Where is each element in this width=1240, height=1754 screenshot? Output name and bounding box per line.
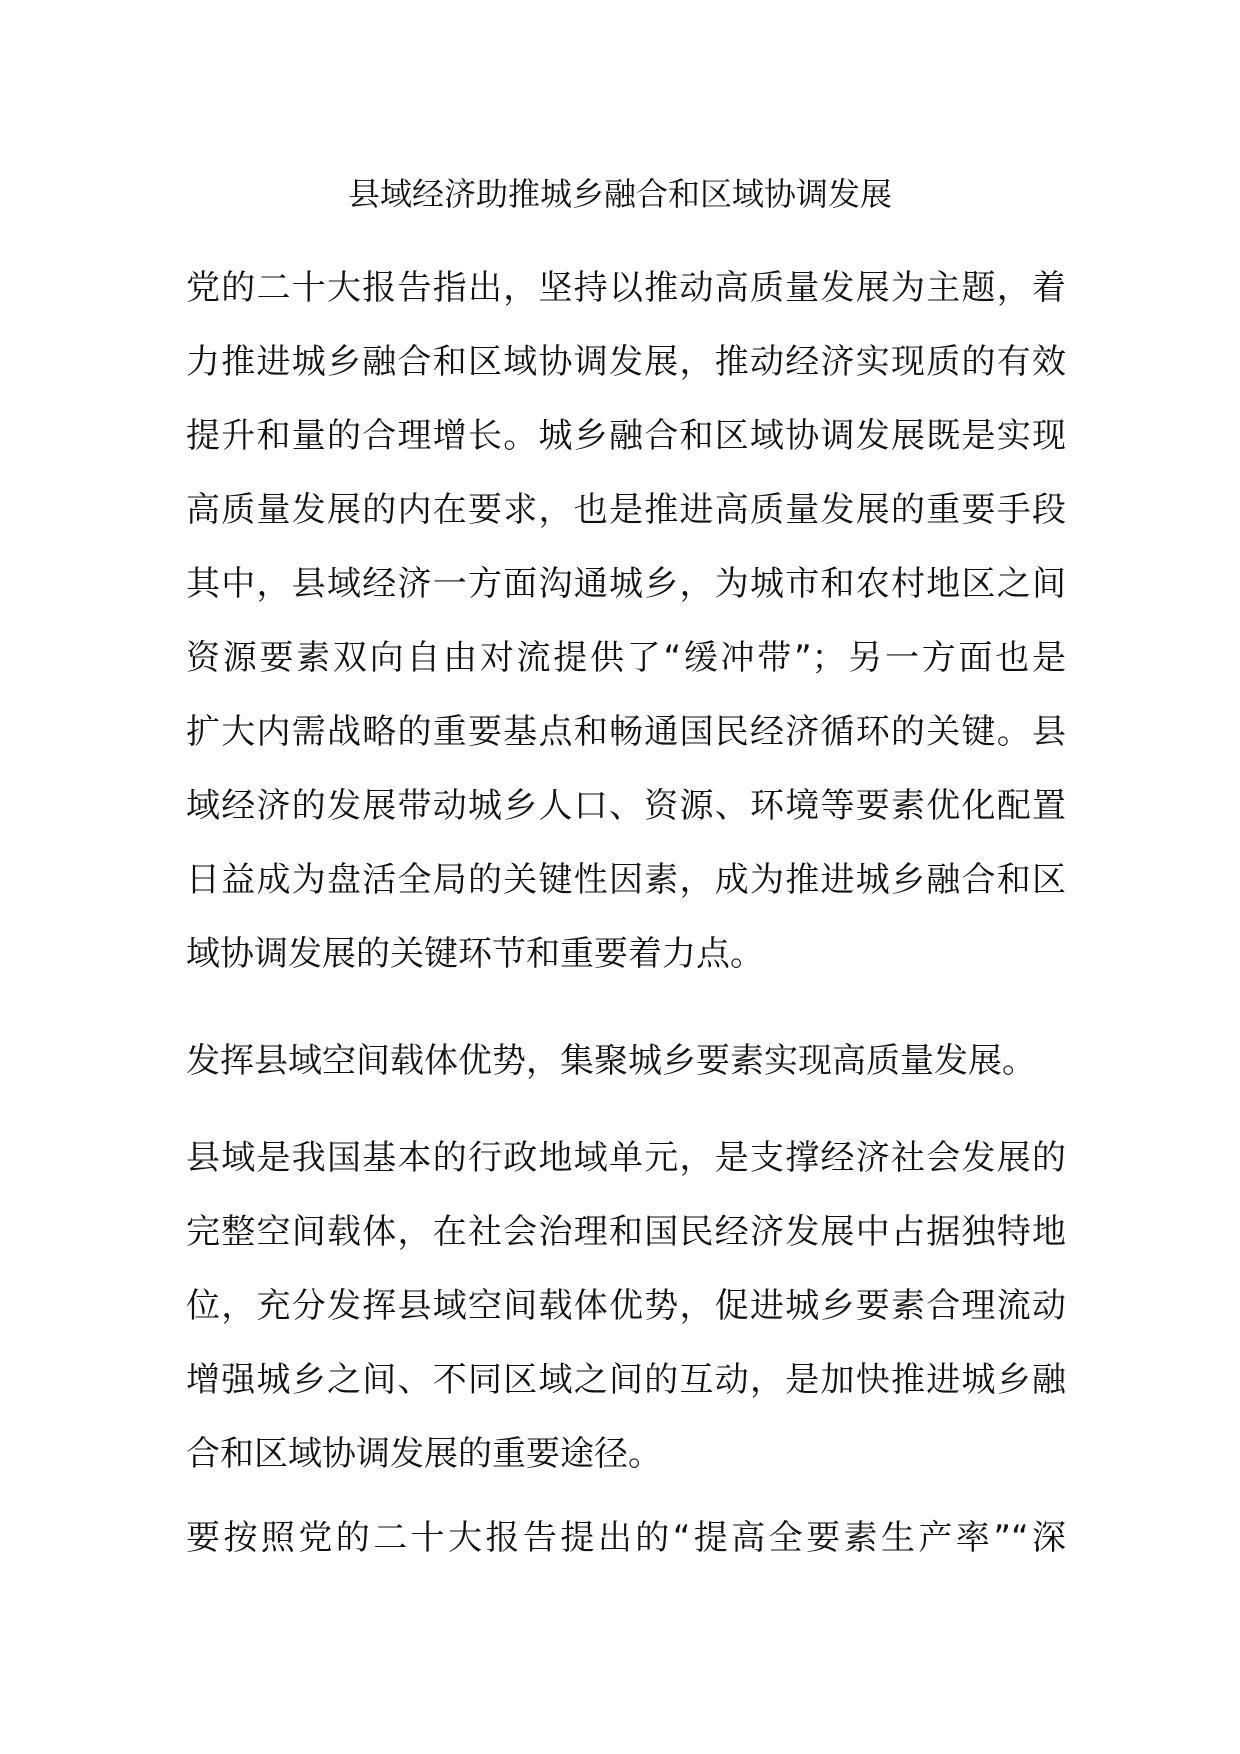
text-line: 扩大内需战略的重要基点和畅通国民经济循环的关键。县 <box>186 712 1066 752</box>
text-line: 力推进城乡融合和区域协调发展，推动经济实现质的有效 <box>186 342 1066 382</box>
text-line: 位，充分发挥县域空间载体优势，促进城乡要素合理流动 <box>186 1286 1066 1326</box>
paragraph-3 <box>186 1121 1066 1491</box>
paragraph-4 <box>186 1501 1066 1575</box>
text-line: 县域是我国基本的行政地域单元，是支撑经济社会发展的 <box>186 1138 1066 1178</box>
text-line: 要按照党的二十大报告提出的“提高全要素生产率”“深 <box>186 1518 1066 1558</box>
document-title: 县域经济助推城乡融合和区域协调发展 <box>347 175 892 213</box>
text-line: 党的二十大报告指出，坚持以推动高质量发展为主题，着 <box>186 268 1066 308</box>
text-line: 其中，县域经济一方面沟通城乡，为城市和农村地区之间 <box>186 564 1066 604</box>
text-line: 域协调发展的关键环节和重要着力点。 <box>186 934 764 974</box>
text-line: 合和区域协调发展的重要途径。 <box>186 1434 662 1474</box>
text-line: 资源要素双向自由对流提供了“缓冲带”；另一方面也是 <box>186 638 1066 678</box>
text-line: 域经济的发展带动城乡人口、资源、环境等要素优化配置 <box>186 786 1066 826</box>
text-line: 增强城乡之间、不同区域之间的互动，是加快推进城乡融 <box>186 1360 1066 1400</box>
paragraph-1 <box>186 251 1066 991</box>
text-line: 发挥县域空间载体优势，集聚城乡要素实现高质量发展。 <box>186 1041 1036 1081</box>
text-line: 完整空间载体，在社会治理和国民经济发展中占据独特地 <box>186 1212 1066 1252</box>
text-line: 日益成为盘活全局的关键性因素，成为推进城乡融合和区 <box>186 860 1066 900</box>
text-line: 提升和量的合理增长。城乡融合和区域协调发展既是实现 <box>186 416 1066 456</box>
text-line: 高质量发展的内在要求，也是推进高质量发展的重要手段 <box>186 490 1066 530</box>
